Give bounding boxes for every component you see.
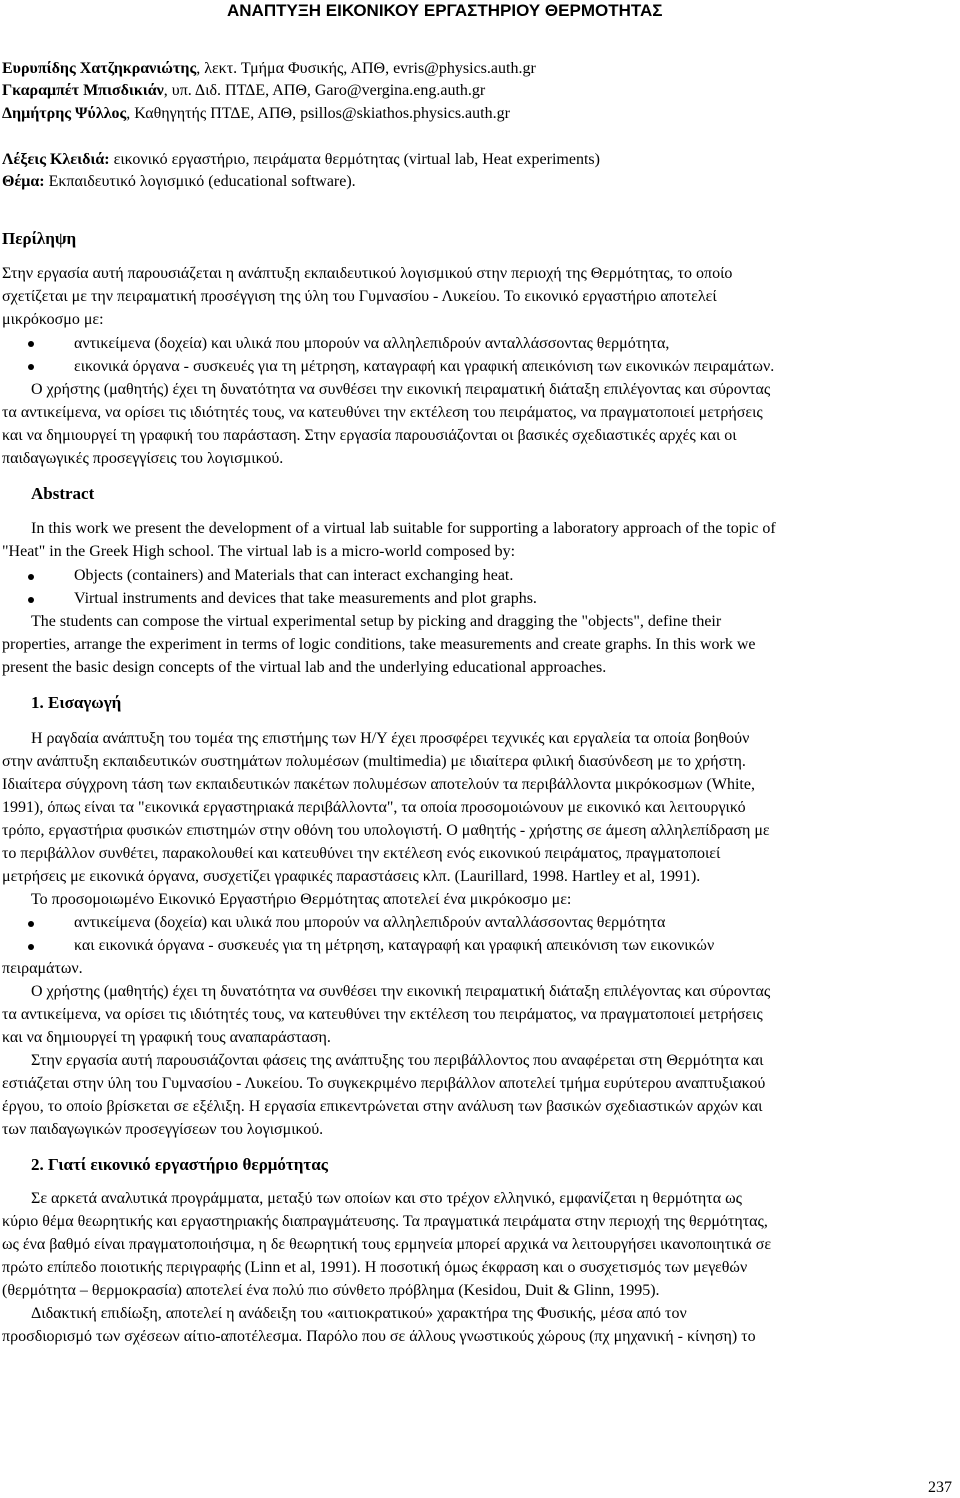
summary-line: μικρόκοσμο με: bbox=[2, 311, 104, 328]
author-name: Δημήτρης Ψύλλος bbox=[2, 105, 127, 122]
author-line bbox=[2, 81, 485, 101]
bullet-icon bbox=[28, 597, 34, 603]
author-line bbox=[2, 104, 510, 124]
section1-bullet: και εικονικά όργανα - συσκευές για τη μέτρηση, καταγραφή και γραφική απεικόνιση των εικονικών bbox=[74, 937, 715, 954]
bullet-icon bbox=[28, 574, 34, 580]
section1-bullet: αντικείμενα (δοχεία) και υλικά που μπορούν να αλληλεπιδρούν ανταλλάσσοντας θερμότητα bbox=[74, 914, 666, 931]
topic-line bbox=[2, 172, 356, 192]
abstract-line: properties, arrange the experiment in terms of logic conditions, take measurements and create graphs. In this work we bbox=[2, 636, 756, 653]
abstract-line: "Heat" in the Greek High school. The virtual lab is a micro-world composed by: bbox=[2, 543, 516, 560]
author-affiliation: , λεκτ. Τμήμα Φυσικής, ΑΠΘ, evris@physics.auth.gr bbox=[196, 60, 536, 77]
summary-bullet: αντικείμενα (δοχεία) και υλικά που μπορούν να αλληλεπιδρούν ανταλλάσσοντας θερμότητα, bbox=[74, 335, 670, 352]
keywords-text: εικονικό εργαστήριο, πειράματα θερμότητας (virtual lab, Heat experiments) bbox=[109, 151, 600, 168]
summary-heading: Περίληψη bbox=[2, 229, 77, 248]
summary-bullet: εικονικά όργανα - συσκευές για τη μέτρηση, καταγραφή και γραφική απεικόνιση των εικονικών πειραμάτων. bbox=[74, 358, 775, 375]
page-number: 237 bbox=[928, 1479, 952, 1496]
section1-line: εστιάζεται στην ύλη του Γυμνασίου - Λυκείου. Το συγκεκριμένο περιβάλλον αποτελεί τμήμα ευρύτερου αναπτυξιακού bbox=[2, 1075, 766, 1092]
author-name: Ευρυπίδης Χατζηκρανιώτης bbox=[2, 60, 197, 77]
section1-line: πειραμάτων. bbox=[2, 960, 83, 977]
section1-line: Στην εργασία αυτή παρουσιάζονται φάσεις της ανάπτυξης του περιβάλλοντος που αναφέρεται στη Θερμότητα και bbox=[31, 1052, 764, 1069]
bullet-icon bbox=[28, 364, 34, 370]
author-affiliation: , Καθηγητής ΠΤΔΕ, ΑΠΘ, psillos@skiathos.physics.auth.gr bbox=[126, 105, 510, 122]
section2-line: ως ένα βαθμό είναι πραγματοποιήσιμα, η δε θεωρητική τους ερμηνεία μπορεί αρχικά να λειτουργήσει ικανοποιητικά σε bbox=[2, 1236, 772, 1253]
abstract-line: The students can compose the virtual experimental setup by picking and dragging the "objects", define their bbox=[31, 613, 722, 630]
section1-line: Το προσομοιωμένο Εικονικό Εργαστήριο Θερμότητας αποτελεί ένα μικρόκοσμο με: bbox=[31, 891, 572, 908]
section2-line: Σε αρκετά αναλυτικά προγράμματα, μεταξύ των οποίων και στο τρέχον ελληνικό, εμφανίζεται η θερμότητα ως bbox=[31, 1190, 742, 1207]
section1-line: στην ανάπτυξη εκπαιδευτικών συστημάτων πολυμέσων (multimedia) με ιδιαίτερα φιλική διασύνδεση με το χρήστη. bbox=[2, 753, 746, 770]
keywords-label: Λέξεις Κλειδιά: bbox=[2, 151, 110, 168]
section-heading: 1. Εισαγωγή bbox=[31, 693, 122, 712]
abstract-bullet: Objects (containers) and Materials that can interact exchanging heat. bbox=[74, 567, 514, 584]
section1-line: τα αντικείμενα, να ορίσει τις ιδιότητές τους, να κατευθύνει την εκτέλεση του πειράματος, να πραγματοποιεί μετρήσεις bbox=[2, 1006, 763, 1023]
paper-title: ΑΝΑΠΤΥΞΗ ΕΙΚΟΝΙΚΟΥ ΕΡΓΑΣΤΗΡΙΟΥ ΘΕΡΜΟΤΗΤΑΣ bbox=[227, 1, 663, 20]
bullet-icon bbox=[28, 944, 34, 950]
section1-line: μετρήσεις με εικονικά όργανα, συσχετίζει γραφικές παραστάσεις κλπ. (Laurillard, 1998. Hartley et al, 1991). bbox=[2, 868, 701, 885]
section2-line: προσδιορισμό των σχέσεων αίτιο-αποτέλεσμα. Παρόλο που σε άλλους γνωστικούς χώρους (πχ μηχανική - κίνηση) το bbox=[2, 1328, 756, 1345]
section-heading: 2. Γιατί εικονικό εργαστήριο θερμότητας bbox=[31, 1155, 328, 1174]
abstract-line: In this work we present the development of a virtual lab suitable for supporting a laboratory approach of the topic of bbox=[31, 520, 776, 537]
section2-line: κύριο θέμα θεωρητικής και εργαστηριακής διαπραγμάτευσης. Τα πραγματικά πειράματα στην περιοχή της θερμότητας, bbox=[2, 1213, 768, 1230]
topic-text: Εκπαιδευτικό λογισμικό (educational software). bbox=[44, 173, 356, 190]
section1-line: το περιβάλλον συνθέτει, παρακολουθεί και κατευθύνει την εκτέλεση ενός εικονικού πειράματος, πραγματοποιεί bbox=[2, 845, 721, 862]
author-name: Γκαραμπέτ Μπισδικιάν bbox=[2, 82, 164, 99]
abstract-heading: Abstract bbox=[31, 484, 95, 503]
summary-line: τα αντικείμενα, να ορίσει τις ιδιότητές τους, να κατευθύνει την εκτέλεση του πειράματος, να πραγματοποιεί μετρήσεις bbox=[2, 404, 763, 421]
topic-label: Θέμα: bbox=[2, 173, 45, 190]
bullet-icon bbox=[28, 921, 34, 927]
abstract-bullet: Virtual instruments and devices that take measurements and plot graphs. bbox=[74, 590, 537, 607]
section1-line: Η ραγδαία ανάπτυξη του τομέα της επιστήμης των Η/Υ έχει προσφέρει τεχνικές και εργαλεία τα οποία βοηθούν bbox=[31, 730, 750, 747]
section1-line: Ο χρήστης (μαθητής) έχει τη δυνατότητα να συνθέσει την εικονική πειραματική διάταξη επιλέγοντας και σύροντας bbox=[31, 983, 771, 1000]
author-line bbox=[2, 59, 536, 79]
summary-line: σχετίζεται με την πειραματική προσέγγιση της ύλη του Γυμνασίου - Λυκείου. Το εικονικό εργαστήριο αποτελεί bbox=[2, 288, 717, 305]
section1-line: Ιδιαίτερα σύγχρονη τάση των εκπαιδευτικών πακέτων πολυμέσων αποτελούν τα περιβάλλοντα μικρόκοσμων (White, bbox=[2, 776, 755, 793]
summary-line: Ο χρήστης (μαθητής) έχει τη δυνατότητα να συνθέσει την εικονική πειραματική διάταξη επιλέγοντας και σύροντας bbox=[31, 381, 771, 398]
section1-line: και να δημιουργεί τη γραφική τους αναπαράσταση. bbox=[2, 1029, 331, 1046]
section2-line: Διδακτική επιδίωξη, αποτελεί η ανάδειξη του «αιτιοκρατικού» χαρακτήρα της Φυσικής, μέσα από τον bbox=[31, 1305, 687, 1322]
summary-line: Στην εργασία αυτή παρουσιάζεται η ανάπτυξη εκπαιδευτικού λογισμικού στην περιοχή της Θερμότητας, το οποίο bbox=[2, 265, 733, 282]
bullet-icon bbox=[28, 341, 34, 347]
summary-line: και να δημιουργεί τη γραφική του παράσταση. Στην εργασία παρουσιάζονται οι βασικές σχεδιαστικές αρχές και οι bbox=[2, 427, 737, 444]
author-affiliation: , υπ. Διδ. ΠΤΔΕ, ΑΠΘ, Garo@vergina.eng.auth.gr bbox=[163, 82, 486, 99]
summary-line: παιδαγωγικές προσεγγίσεις του λογισμικού. bbox=[2, 450, 284, 467]
section2-line: (θερμότητα – θερμοκρασία) αποτελεί ένα πολύ πιο σύνθετο πρόβλημα (Kesidou, Duit & Glinn, 1995). bbox=[2, 1282, 660, 1299]
section1-line: 1991), όπως είναι τα "εικονικά εργαστηριακά περιβάλλοντα", τα οποία προσομοιώνουν με εικονικό και λειτουργικό bbox=[2, 799, 746, 816]
keywords-line bbox=[2, 150, 600, 170]
section1-line: των παιδαγωγικών προσεγγίσεων του λογισμικού. bbox=[2, 1121, 324, 1138]
section1-line: έργου, το οποίο βρίσκεται σε εξέλιξη. Η εργασία επικεντρώνεται στην ανάλυση των βασικών σχεδιαστικών αρχών και bbox=[2, 1098, 763, 1115]
section2-line: πρώτο επίπεδο ποιοτικής περιγραφής (Linn et al, 1991). Η ποσοτική όμως έκφραση και ο συσχετισμός των μεγεθών bbox=[2, 1259, 748, 1276]
abstract-line: present the basic design concepts of the virtual lab and the underlying educational approaches. bbox=[2, 659, 607, 676]
section1-line: τρόπο, εργαστήρια φυσικών επιστημών στην οθόνη του υπολογιστή. Ο μαθητής - χρήστης σε άμεση αλληλεπίδραση με bbox=[2, 822, 770, 839]
